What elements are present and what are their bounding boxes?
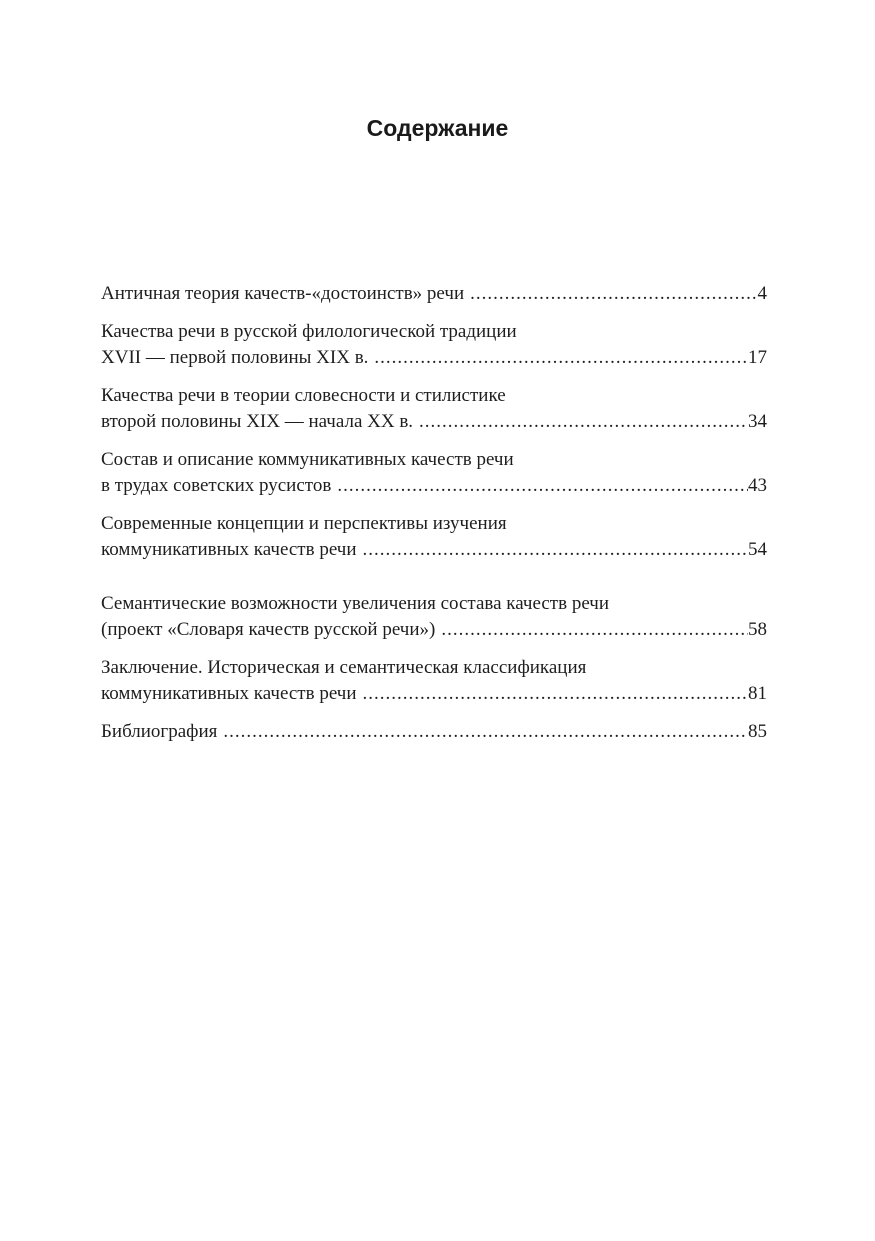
toc-page-number: 54 xyxy=(748,539,767,560)
toc-page-number: 43 xyxy=(748,475,767,496)
toc-page-number: 34 xyxy=(748,411,767,432)
toc-entry[interactable] xyxy=(101,591,767,643)
toc-page-number: 81 xyxy=(748,683,767,704)
toc-entry[interactable] xyxy=(101,655,767,707)
dot-leader xyxy=(413,409,748,435)
toc-entry-title-cont: (проект «Словаря качеств русской речи») xyxy=(101,619,436,640)
toc-entry-title-cont: в трудах советских русистов xyxy=(101,475,332,496)
dot-leader xyxy=(368,345,748,371)
dot-leader xyxy=(435,617,748,643)
table-of-contents xyxy=(101,281,767,757)
toc-entry-title: Качества речи в теории словесности и стилистике xyxy=(101,385,506,406)
toc-entry[interactable] xyxy=(101,319,767,371)
dot-leader xyxy=(357,681,748,707)
toc-entry-title-cont: второй половины XIX — начала XX в. xyxy=(101,411,414,432)
toc-entry[interactable] xyxy=(101,281,767,307)
toc-page-number: 4 xyxy=(757,283,767,304)
toc-entry-title: Библиография xyxy=(101,721,218,742)
toc-entry-title: Состав и описание коммуникативных качеств речи xyxy=(101,449,514,470)
toc-page-number: 17 xyxy=(748,347,767,368)
toc-entry-title: Качества речи в русской филологической традиции xyxy=(101,321,517,342)
toc-entry-title-cont: коммуникативных качеств речи xyxy=(101,683,357,704)
dot-leader xyxy=(217,719,748,745)
toc-page-number: 58 xyxy=(748,619,767,640)
dot-leader xyxy=(464,281,757,307)
toc-entry-title: Современные концепции и перспективы изучения xyxy=(101,513,507,534)
dot-leader xyxy=(357,537,748,563)
page-title: Содержание xyxy=(366,115,509,141)
toc-entry-title-cont: XVII — первой половины XIX в. xyxy=(101,347,369,368)
toc-page-number: 85 xyxy=(748,721,767,742)
toc-entry[interactable] xyxy=(101,511,767,563)
toc-entry[interactable] xyxy=(101,447,767,499)
toc-entry-title: Заключение. Историческая и семантическая классификация xyxy=(101,657,587,678)
toc-entry-title: Античная теория качеств-«достоинств» речи xyxy=(101,283,465,304)
toc-entry-title: Семантические возможности увеличения состава качеств речи xyxy=(101,593,610,614)
dot-leader xyxy=(331,473,748,499)
toc-entry[interactable] xyxy=(101,383,767,435)
toc-entry-title-cont: коммуникативных качеств речи xyxy=(101,539,357,560)
toc-entry[interactable] xyxy=(101,719,767,745)
